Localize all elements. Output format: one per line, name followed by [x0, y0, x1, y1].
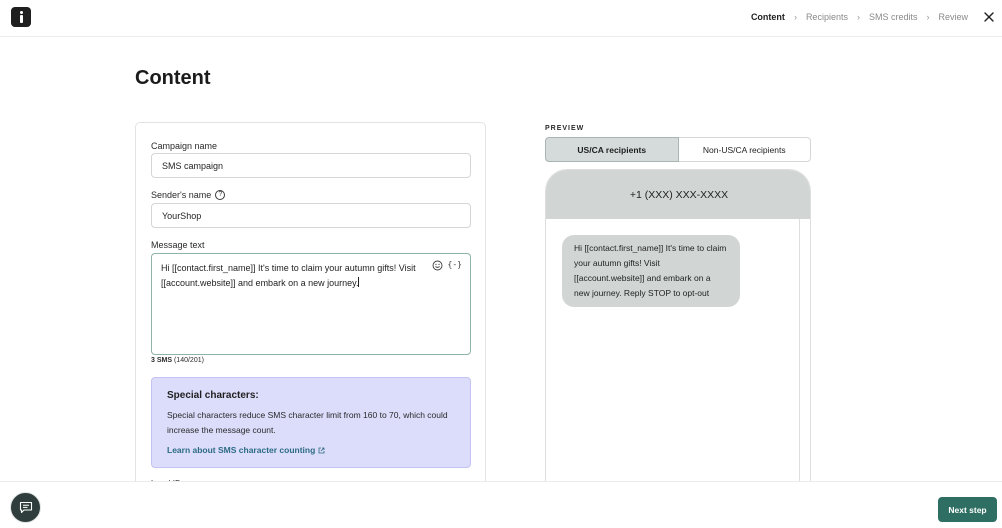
phone-scrollbar[interactable] — [799, 219, 800, 509]
message-bubble: Hi [[contact.first_name]] It's time to claim your autumn gifts! Visit [[account.website]] and embark on a new journey. Reply STOP to opt-out — [562, 235, 740, 307]
logo-icon[interactable] — [11, 7, 31, 27]
tab-non-us-ca-recipients[interactable]: Non-US/CA recipients — [679, 137, 812, 162]
message-text-label: Message text — [151, 240, 205, 250]
page-title: Content — [135, 67, 211, 89]
campaign-name-label: Campaign name — [151, 141, 218, 151]
next-step-button[interactable]: Next step — [938, 497, 997, 522]
top-bar — [0, 0, 1002, 37]
sms-count: 3 SMS (140/201) — [151, 357, 204, 364]
preview-tabs — [545, 137, 811, 162]
close-icon[interactable] — [982, 10, 996, 24]
phone-number: +1 (XXX) XXX-XXXX — [546, 170, 811, 219]
step-recipients[interactable]: Recipients — [805, 12, 848, 22]
chevron-right-icon: › — [926, 12, 930, 22]
insert-variable-button[interactable]: {-} — [447, 260, 462, 269]
sender-name-label: Sender's name ? — [151, 190, 225, 200]
notice-body: Special characters reduce SMS character limit from 160 to 70, which could increase the message count. — [167, 410, 448, 435]
step-sms-credits[interactable]: SMS credits — [868, 12, 918, 22]
message-text-value: Hi [[contact.first_name]] It's time to claim your autumn gifts! Visit [[account.website]] and embark on a new journey. — [161, 263, 416, 288]
chevron-right-icon: › — [793, 12, 797, 22]
sender-name-input[interactable] — [151, 203, 471, 228]
sms-character-counting-link[interactable]: Learn about SMS character counting — [167, 445, 325, 455]
preview-label: PREVIEW — [545, 125, 585, 132]
message-textarea[interactable] — [151, 253, 471, 355]
chat-icon — [19, 501, 33, 514]
emoji-icon[interactable] — [432, 260, 443, 271]
special-characters-notice — [151, 377, 471, 468]
content-form-card — [135, 122, 486, 492]
step-breadcrumb — [751, 12, 968, 22]
external-link-icon — [318, 447, 325, 454]
step-content[interactable]: Content — [750, 12, 785, 22]
notice-title: Special characters: — [167, 390, 259, 401]
chat-button[interactable] — [10, 492, 41, 523]
step-review[interactable]: Review — [938, 12, 968, 22]
help-icon[interactable]: ? — [215, 190, 225, 200]
chevron-right-icon: › — [856, 12, 860, 22]
bottom-bar — [0, 481, 1002, 528]
tab-us-ca-recipients[interactable]: US/CA recipients — [545, 137, 679, 162]
phone-preview — [545, 169, 811, 509]
campaign-name-input[interactable] — [151, 153, 471, 178]
